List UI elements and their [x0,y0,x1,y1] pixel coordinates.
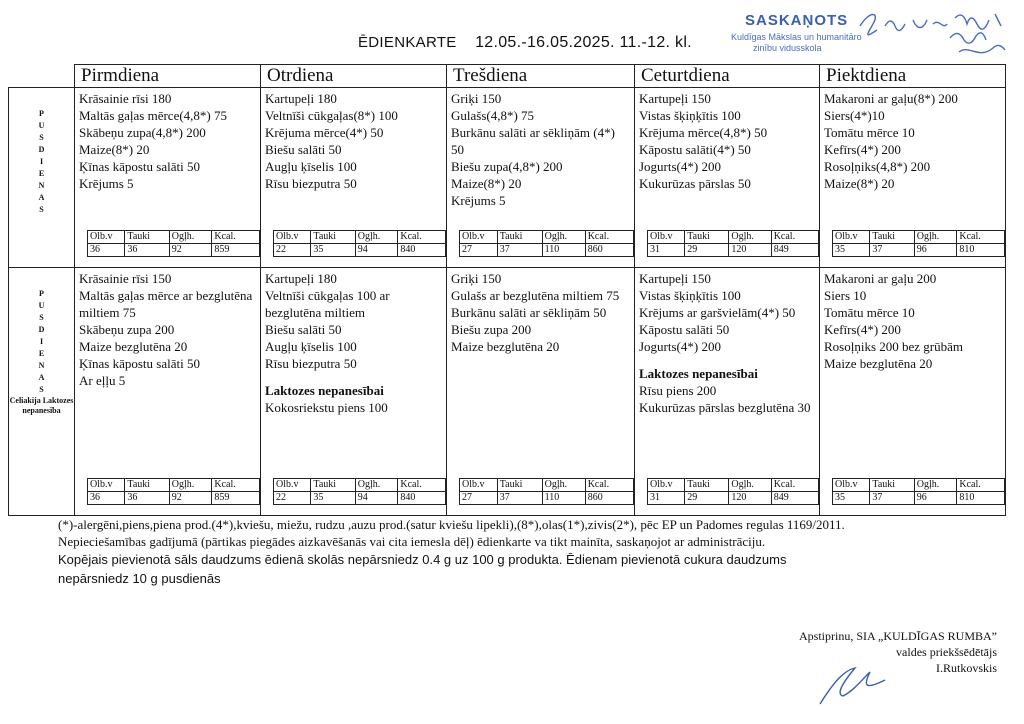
nutrition-header-row [460,231,634,244]
day-header: Otrdiena [261,65,447,88]
nutrition-value-row [833,492,1005,505]
menu-item: Tomātu mērce 10 [824,305,915,320]
side-letter: P [39,109,44,118]
menu-items [635,268,819,416]
side-letter: U [38,121,45,130]
menu-item: Kukurūzas pārslas bezglutēna 30 [639,400,811,415]
nutrition-header: Tauki [685,479,729,492]
sugar-note: nepārsniedz 10 g pusdienās [58,571,221,586]
day-header-row [9,65,1006,88]
menu-item: Griķi 150 [451,271,502,286]
nutrition-table [459,230,634,257]
menu-item: Rīsu biezputra 50 [265,176,357,191]
nutrition-header: Tauki [870,479,914,492]
nutrition-value: 94 [355,492,398,505]
menu-item: Kokosriekstu piens 100 [265,400,388,415]
nutrition-value-row [274,244,446,257]
menu-item: Kāpostu salāti 50 [639,322,730,337]
nutrition-value: 27 [460,492,498,505]
signature-scribble [815,660,895,710]
section-side-label [9,268,75,516]
nutrition-value: 849 [771,492,818,505]
nutrition-header: Kcal. [398,231,446,244]
nutrition-header-row [88,479,260,492]
menu-item: Kefīrs(4*) 200 [824,322,901,337]
menu-item: Burkānu salāti ar sēkliņām 50 [451,305,607,320]
day-menu-cell [635,268,820,516]
nutrition-header: Tauki [311,231,355,244]
nutrition-header: Tauki [870,231,914,244]
signature-line-3: I.Rutkovskis [935,661,997,675]
side-letter: A [38,373,45,382]
nutrition-value: 36 [88,492,125,505]
menu-item: Kartupeļi 180 [265,271,337,286]
nutrition-value: 35 [311,244,355,257]
menu-item: Biešu zupa(4,8*) 200 [451,159,563,174]
menu-item: Biešu salāti 50 [265,142,342,157]
side-letter: D [38,145,45,154]
nutrition-header: Kcal. [212,231,260,244]
menu-items [261,268,446,416]
menu-item: Maltās gaļas mērce ar bezglutēna miltiem 75 [79,288,253,320]
menu-items [635,88,819,192]
nutrition-header: Kcal. [771,231,818,244]
menu-item: Skābeņu zupa 200 [79,322,175,337]
menu-item: Krējuma mērce(4*) 50 [265,125,384,140]
side-letter: A [38,193,45,202]
menu-item: Maize(8*) 20 [451,176,522,191]
nutrition-header: Olb.v [274,231,311,244]
menu-items [261,88,446,192]
nutrition-value: 37 [497,492,542,505]
menu-row-dietary [9,268,1006,516]
nutrition-header-row [460,479,634,492]
menu-item: Vistas šķiņķītis 100 [639,288,741,303]
nutrition-header: Tauki [497,479,542,492]
signature-line-1: Apstiprinu, SIA „KULDĪGAS RUMBA” [799,629,997,643]
menu-item: Ar eļļu 5 [79,373,126,388]
nutrition-table [647,478,819,505]
side-letter: E [38,169,45,178]
title-label: ĒDIENKARTE [358,34,457,51]
menu-item: Maize bezglutēna 20 [79,339,188,354]
nutrition-value: 27 [460,244,498,257]
nutrition-value: 96 [914,492,957,505]
side-letters [9,268,74,396]
menu-item: Vistas šķiņķītis 100 [639,108,741,123]
nutrition-header: Ogļh. [729,231,771,244]
nutrition-value: 110 [542,492,585,505]
menu-items [447,268,634,355]
nutrition-value: 860 [585,492,633,505]
nutrition-header: Kcal. [771,479,818,492]
nutrition-header-row [833,231,1005,244]
stamp-line-1: Kuldīgas Mākslas un humanitāro [731,32,862,42]
menu-item: Krāsainie rīsi 180 [79,91,172,106]
title-dates: 12.05.-16.05.2025. 11.-12. kl. [475,34,692,51]
menu-item: Kartupeļi 150 [639,91,711,106]
nutrition-header: Kcal. [957,479,1005,492]
nutrition-header: Ogļh. [914,479,957,492]
day-menu-cell [635,88,820,268]
nutrition-value: 37 [870,492,914,505]
change-note: Nepieciešamības gadījumā (pārtikas piegādes aizkavēšanās vai cita iemesla dēļ) ēdienkarte va tikt mainīta, saskaņojot ar administrāciju. [58,534,766,549]
nutrition-value: 860 [585,244,633,257]
section-side-label [9,88,75,268]
side-letter: S [39,205,44,214]
menu-item: Gulašs ar bezglutēna miltiem 75 [451,288,620,303]
nutrition-value-row [460,244,634,257]
day-menu-cell [75,88,261,268]
menu-item: Gulašs(4,8*) 75 [451,108,535,123]
nutrition-header: Tauki [125,479,169,492]
nutrition-value: 35 [833,492,870,505]
nutrition-header: Kcal. [957,231,1005,244]
nutrition-value: 36 [125,244,169,257]
nutrition-header: Kcal. [398,479,446,492]
menu-item: Tomātu mērce 10 [824,125,915,140]
day-menu-cell [447,268,635,516]
side-letter: N [38,361,45,370]
nutrition-header-row [274,231,446,244]
lactose-subtitle: Laktozes nepanesībai [639,366,758,381]
nutrition-value: 37 [870,244,914,257]
day-menu-cell [261,88,447,268]
nutrition-header: Tauki [311,479,355,492]
nutrition-value: 22 [274,492,311,505]
salt-note: Kopējais pievienotā sāls daudzums ēdienā skolās nepārsniedz 0.4 g uz 100 g produkta. Ēdienam pievienotā cukura daudzums [58,552,787,567]
menu-item: Burkānu salāti ar sēkliņām (4*) 50 [451,125,615,157]
nutrition-header: Tauki [497,231,542,244]
day-menu-cell [820,88,1006,268]
stamp-heading: SASKAŅOTS [745,12,849,29]
day-header: Trešdiena [447,65,635,88]
day-header: Ceturtdiena [635,65,820,88]
menu-item: Rosoļņiks(4,8*) 200 [824,159,931,174]
nutrition-header: Ogļh. [169,231,212,244]
menu-item: Maize bezglutēna 20 [451,339,560,354]
side-letter: I [39,157,44,166]
nutrition-table [87,230,260,257]
page-title [358,34,692,52]
nutrition-header: Ogļh. [355,479,398,492]
nutrition-header: Tauki [125,231,169,244]
menu-item: Maize(8*) 20 [824,176,895,191]
nutrition-value: 92 [169,492,212,505]
nutrition-value: 120 [729,492,771,505]
menu-item: Biešu zupa 200 [451,322,532,337]
menu-item: Kartupeļi 180 [265,91,337,106]
nutrition-header: Olb.v [274,479,311,492]
nutrition-header: Olb.v [460,479,498,492]
menu-item: Rīsu biezputra 50 [265,356,357,371]
handwritten-note [855,8,1015,62]
menu-item: Siers 10 [824,288,867,303]
side-letter: S [39,385,44,394]
nutrition-value: 22 [274,244,311,257]
day-menu-cell [261,268,447,516]
menu-item: Siers(4*)10 [824,108,885,123]
nutrition-header: Ogļh. [542,479,585,492]
approval-stamp [725,8,1015,56]
menu-item: Makaroni ar gaļu 200 [824,271,937,286]
menu-item: Krējums 5 [79,176,134,191]
stamp-line-2: zinību vidusskola [753,43,822,53]
nutrition-value: 37 [497,244,542,257]
nutrition-value: 31 [648,244,685,257]
menu-item: Kukurūzas pārslas 50 [639,176,751,191]
nutrition-value: 110 [542,244,585,257]
menu-items [75,88,260,192]
menu-item: Ķīnas kāpostu salāti 50 [79,159,200,174]
lactose-subtitle: Laktozes nepanesībai [265,383,384,398]
menu-items [820,268,1005,372]
nutrition-header: Kcal. [585,479,633,492]
menu-items [75,268,260,389]
nutrition-header-row [833,479,1005,492]
day-menu-cell [75,268,261,516]
menu-item: Jogurts(4*) 200 [639,159,721,174]
nutrition-header-row [274,479,446,492]
menu-item: Krējums ar garšvielām(4*) 50 [639,305,796,320]
menu-item: Jogurts(4*) 200 [639,339,721,354]
nutrition-header: Ogļh. [914,231,957,244]
nutrition-value: 94 [355,244,398,257]
menu-items [820,88,1005,192]
nutrition-value: 36 [88,244,125,257]
nutrition-value-row [648,492,819,505]
menu-item: Biešu salāti 50 [265,322,342,337]
menu-item: Griķi 150 [451,91,502,106]
nutrition-value: 840 [398,492,446,505]
menu-item: Maize bezglutēna 20 [824,356,933,371]
nutrition-header: Olb.v [833,479,870,492]
nutrition-header: Olb.v [648,231,685,244]
menu-item: Skābeņu zupa(4,8*) 200 [79,125,206,140]
nutrition-value: 859 [212,492,260,505]
side-letter: N [38,181,45,190]
nutrition-value-row [460,492,634,505]
footer-notes [58,516,978,588]
nutrition-header: Ogļh. [729,479,771,492]
nutrition-value: 35 [311,492,355,505]
side-letter: I [39,337,44,346]
nutrition-value: 859 [212,244,260,257]
nutrition-header: Ogļh. [355,231,398,244]
menu-item: Veltnīši cūkgaļas 100 ar bezglutēna miltiem [265,288,390,320]
side-letters [9,88,74,216]
nutrition-header: Olb.v [460,231,498,244]
nutrition-value: 120 [729,244,771,257]
nutrition-value: 29 [685,492,729,505]
menu-item: Ķīnas kāpostu salāti 50 [79,356,200,371]
day-menu-cell [447,88,635,268]
menu-table [8,64,1006,516]
nutrition-table [273,478,446,505]
nutrition-value: 92 [169,244,212,257]
side-letter: U [38,301,45,310]
nutrition-table [647,230,819,257]
side-letter: S [39,313,44,322]
nutrition-header-row [648,479,819,492]
menu-item: Kāpostu salāti(4*) 50 [639,142,751,157]
day-menu-cell [820,268,1006,516]
nutrition-value-row [88,244,260,257]
nutrition-value: 36 [125,492,169,505]
menu-item: Augļu ķīselis 100 [265,159,357,174]
side-letter: E [38,349,45,358]
nutrition-value: 849 [771,244,818,257]
nutrition-table [459,478,634,505]
menu-items [447,88,634,209]
nutrition-header-row [648,231,819,244]
nutrition-header: Ogļh. [542,231,585,244]
menu-item: Maltās gaļas mērce(4,8*) 75 [79,108,228,123]
menu-item: Krējums 5 [451,193,506,208]
side-letter: D [38,325,45,334]
nutrition-header-row [88,231,260,244]
nutrition-value: 810 [957,492,1005,505]
menu-item: Rīsu piens 200 [639,383,717,398]
menu-item: Augļu ķīselis 100 [265,339,357,354]
nutrition-value-row [88,492,260,505]
nutrition-value: 840 [398,244,446,257]
side-letter: S [39,133,44,142]
nutrition-table [832,478,1005,505]
menu-item: Krējuma mērce(4,8*) 50 [639,125,768,140]
menu-item: Veltnīši cūkgaļas(8*) 100 [265,108,398,123]
menu-item: Kartupeļi 150 [639,271,711,286]
nutrition-header: Ogļh. [169,479,212,492]
menu-item: Krāsainie rīsi 150 [79,271,172,286]
corner-cell [9,65,75,88]
nutrition-table [273,230,446,257]
nutrition-value-row [274,492,446,505]
nutrition-header: Olb.v [648,479,685,492]
allergen-note: (*)-alergēni,piens,piena prod.(4*),kviešu, miežu, rudzu ,auzu prod.(satur kviešu lipekli),(8*),olas(1*),zivis(2*), pēc EP un Padomes regulas 1169/2011. [58,517,845,532]
nutrition-value: 810 [957,244,1005,257]
day-header: Piektdiena [820,65,1006,88]
menu-item: Kefīrs(4*) 200 [824,142,901,157]
menu-item: Rosoļņiks 200 bez grūbām [824,339,964,354]
nutrition-table [832,230,1005,257]
side-note: Celiakija Laktozes nepanesība [9,396,74,415]
nutrition-header: Kcal. [585,231,633,244]
nutrition-header: Olb.v [88,479,125,492]
nutrition-header: Tauki [685,231,729,244]
nutrition-header: Kcal. [212,479,260,492]
nutrition-value: 35 [833,244,870,257]
nutrition-header: Olb.v [88,231,125,244]
nutrition-value: 31 [648,492,685,505]
day-header: Pirmdiena [75,65,261,88]
nutrition-table [87,478,260,505]
menu-item: Maize(8*) 20 [79,142,150,157]
menu-row-standard [9,88,1006,268]
nutrition-value: 96 [914,244,957,257]
menu-item: Makaroni ar gaļu(8*) 200 [824,91,958,106]
nutrition-value: 29 [685,244,729,257]
nutrition-value-row [833,244,1005,257]
signature-line-2: valdes priekšsēdētājs [896,645,997,659]
side-letter: P [39,289,44,298]
nutrition-value-row [648,244,819,257]
nutrition-header: Olb.v [833,231,870,244]
